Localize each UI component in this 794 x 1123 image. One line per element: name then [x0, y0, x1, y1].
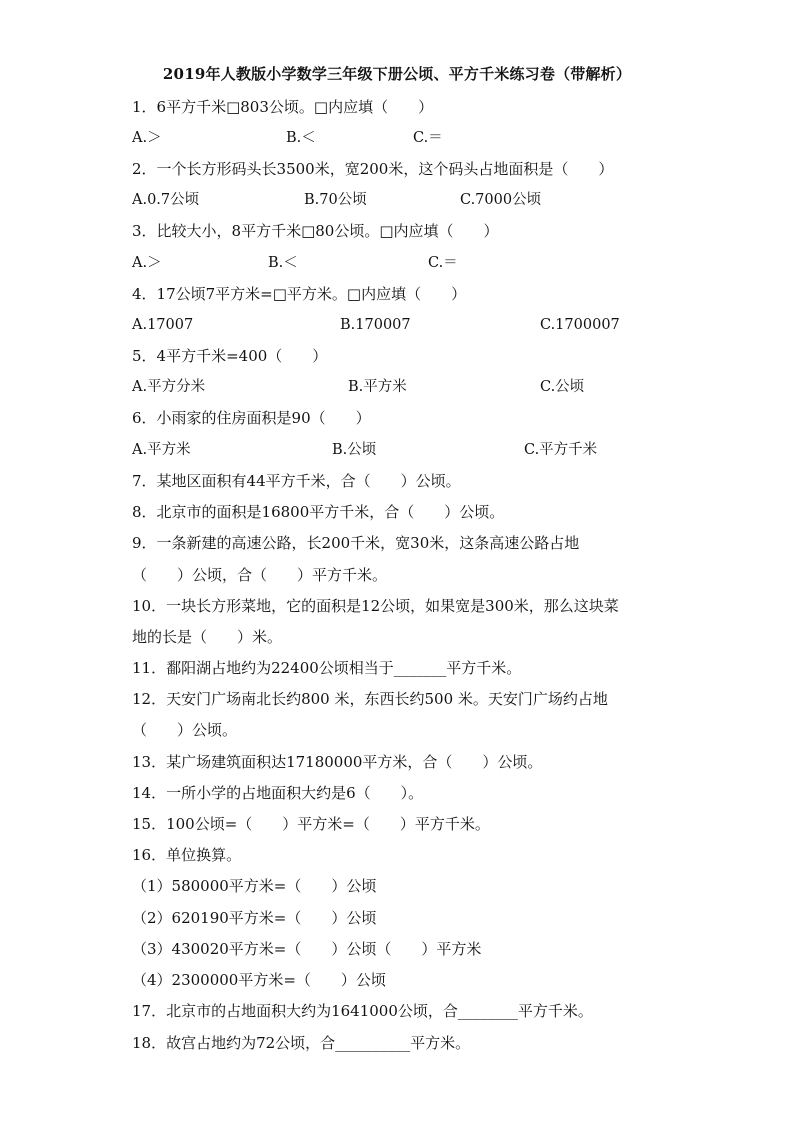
- question-12-continued: （ ）公顷。: [132, 721, 238, 739]
- question-8: 8．北京市的面积是16800平方千米，合（ ）公顷。: [132, 503, 505, 521]
- q6-option-b: B.公顷: [332, 442, 377, 458]
- question-9-continued: （ ）公顷，合（ ）平方千米。: [132, 566, 388, 584]
- question-3: 3．比较大小，8平方千米□80公顷。□内应填（ ）: [132, 222, 499, 240]
- question-9: 9．一条新建的高速公路，长200千米，宽30米，这条高速公路占地: [132, 534, 580, 552]
- q3-option-c: C.＝: [428, 255, 458, 271]
- q4-option-c: C.1700007: [540, 317, 620, 333]
- q16-item-2: （2）620190平方米=（ ）公顷: [132, 909, 377, 927]
- q4-option-a: A.17007: [132, 317, 194, 333]
- question-10: 10．一块长方形菜地，它的面积是12公顷，如果宽是300米，那么这块菜: [132, 597, 619, 615]
- q6-option-c: C.平方千米: [524, 442, 598, 458]
- question-18: 18．故宫占地约为72公顷，合__________平方米。: [132, 1034, 471, 1052]
- question-1: 1．6平方千米□803公顷。□内应填（ ）: [132, 98, 434, 116]
- q6-option-a: A.平方米: [132, 442, 191, 458]
- question-10-continued: 地的长是（ ）米。: [132, 628, 283, 646]
- q2-option-a: A.0.7公顷: [132, 192, 200, 208]
- page-title: 2019年人教版小学数学三年级下册公顷、平方千米练习卷（带解析）: [162, 65, 632, 83]
- question-11: 11．鄱阳湖占地约为22400公顷相当于_______平方千米。: [132, 659, 522, 677]
- q2-option-c: C.7000公顷: [460, 192, 542, 208]
- q16-item-3: （3）430020平方米=（ ）公顷（ ）平方米: [132, 940, 482, 958]
- question-4: 4．17公顷7平方米=□平方米。□内应填（ ）: [132, 285, 467, 303]
- q1-option-c: C.＝: [413, 130, 443, 146]
- question-6: 6．小雨家的住房面积是90（ ）: [132, 409, 371, 427]
- q3-option-a: A.＞: [132, 255, 162, 271]
- q4-option-b: B.170007: [340, 317, 411, 333]
- question-16: 16．单位换算。: [132, 846, 242, 864]
- question-2: 2．一个长方形码头长3500米，宽200米，这个码头占地面积是（ ）: [132, 160, 614, 178]
- question-12: 12．天安门广场南北长约800 米，东西长约500 米。天安门广场约占地: [132, 690, 608, 708]
- q2-option-b: B.70公顷: [304, 192, 367, 208]
- question-13: 13．某广场建筑面积达17180000平方米，合（ ）公顷。: [132, 753, 543, 771]
- q5-option-a: A.平方分米: [132, 379, 206, 395]
- question-5: 5．4平方千米=400（ ）: [132, 347, 328, 365]
- q3-option-b: B.＜: [268, 255, 298, 271]
- q16-item-1: （1）580000平方米=（ ）公顷: [132, 877, 377, 895]
- q1-option-b: B.＜: [286, 130, 316, 146]
- question-15: 15．100公顷=（ ）平方米=（ ）平方千米。: [132, 815, 490, 833]
- question-17: 17．北京市的占地面积大约为1641000公顷，合________平方千米。: [132, 1002, 593, 1020]
- q1-option-a: A.＞: [132, 130, 162, 146]
- question-7: 7．某地区面积有44平方千米，合（ ）公顷。: [132, 472, 461, 490]
- question-14: 14．一所小学的占地面积大约是6（ ）。: [132, 784, 424, 802]
- q5-option-b: B.平方米: [348, 379, 407, 395]
- q5-option-c: C.公顷: [540, 379, 585, 395]
- q16-item-4: （4）2300000平方米=（ ）公顷: [132, 971, 386, 989]
